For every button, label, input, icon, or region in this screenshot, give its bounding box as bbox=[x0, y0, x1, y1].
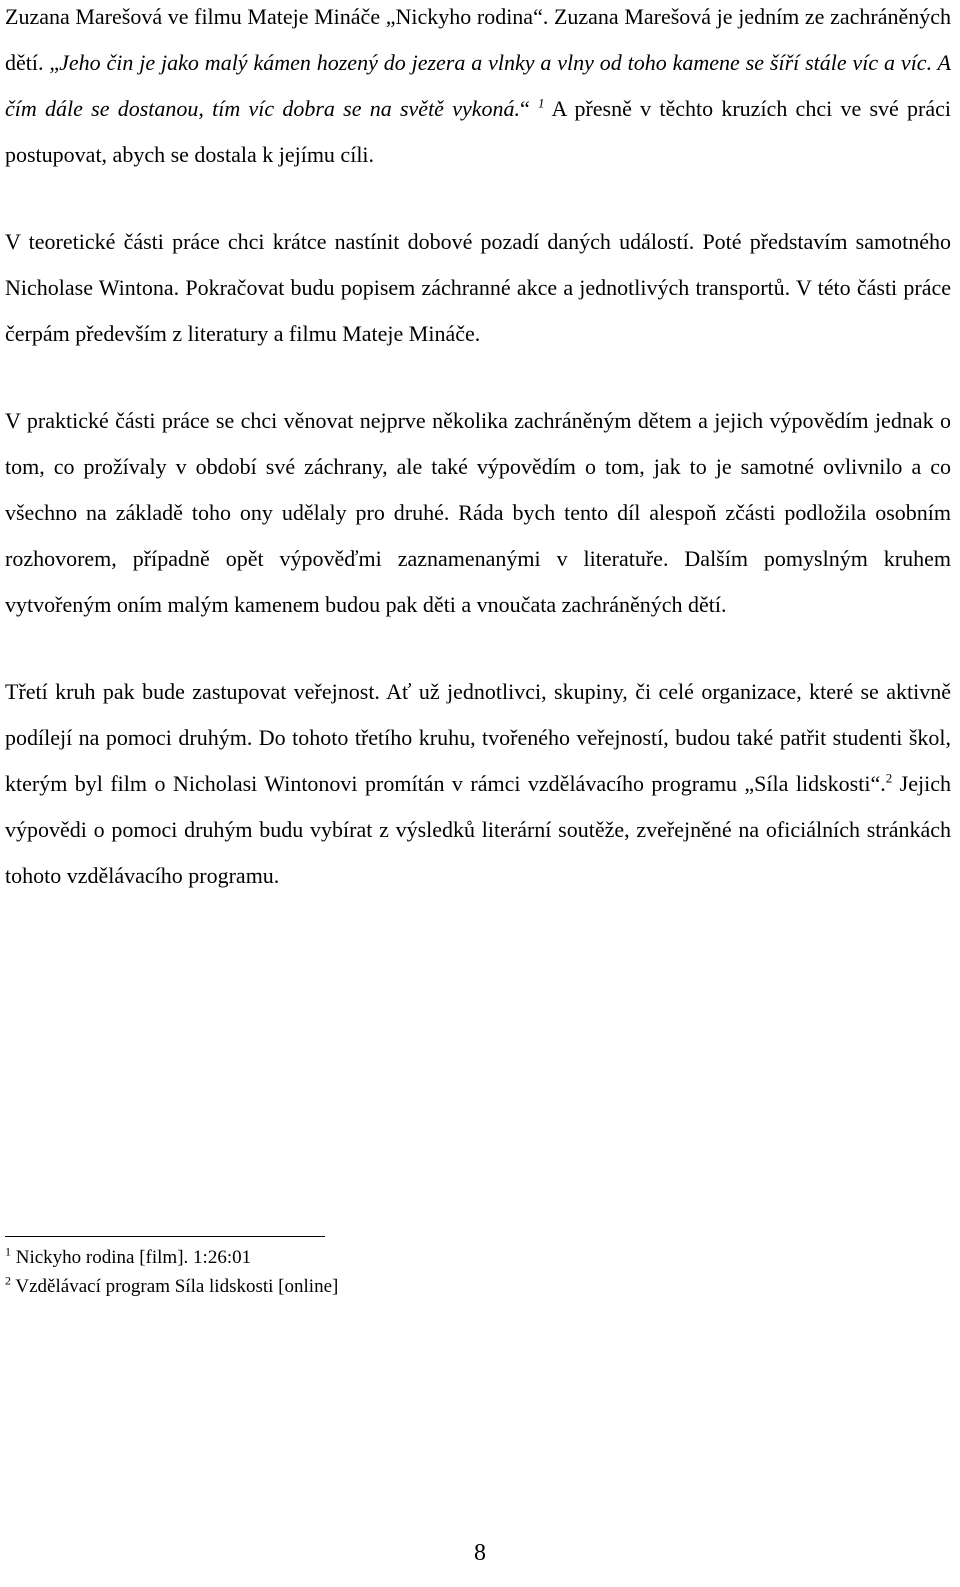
paragraph-text: Třetí kruh pak bude zastupovat veřejnost. Ať už jednotlivci, skupiny, či celé organizace, které se aktivně podílejí na pomoci druhým. Do tohoto třetího kruhu, tvořeného veřejností, budou také patřit studenti škol, kterým byl film o Nicholasi Wintonovi promítán v rámci vzdělávacího programu „Síla lidskosti“. bbox=[5, 679, 951, 796]
footnote-separator bbox=[5, 1236, 325, 1237]
paragraph-text: Zuzana Marešová ve filmu Mateje Mináče „Nickyho rodina“. Zuzana Marešová je jedním ze zachráněných dětí. „ bbox=[5, 4, 951, 75]
quote-text: Jeho čin je jako malý kámen hozený do jezera a vlnky a vlny od toho kamene se šíří stále víc a víc. A čím dále se dostanou, tím víc dobra se na světě vykoná. bbox=[5, 50, 951, 121]
paragraph-third-circle bbox=[5, 669, 951, 899]
footnote-ref-2[interactable]: 2 bbox=[885, 770, 893, 786]
paragraph-text: A přesně v těchto kruzích chci ve své práci postupovat, abych se dostala k jejímu cíli. bbox=[5, 96, 951, 167]
page-number: 8 bbox=[474, 1540, 486, 1566]
footnotes bbox=[5, 1236, 951, 1301]
paragraph-text: Jejich výpovědi o pomoci druhým budu vybírat z výsledků literární soutěže, zveřejněné na oficiálních stránkách tohoto vzdělávacího programu. bbox=[5, 771, 951, 888]
footnote-number: 1 bbox=[5, 1244, 11, 1259]
paragraph-practice: V praktické části práce se chci věnovat nejprve několika zachráněným dětem a jejich výpovědím jednak o tom, co prožívaly v období své záchrany, ale také výpovědím o tom, jak to je samotné ovlivnilo a co všechno na základě toho ony udělaly pro druhé. Ráda bych tento díl alespoň zčásti podložila osobním rozhovorem, případně opět výpověďmi zaznamenanými v literatuře. Dalším pomyslným kruhem vytvořeným oním malým kamenem budou pak děti a vnoučata zachráněných dětí. bbox=[5, 408, 951, 617]
paragraph-intro bbox=[5, 0, 951, 178]
document-page bbox=[5, 0, 951, 899]
footnote-2 bbox=[5, 1272, 951, 1301]
footnote-number: 2 bbox=[5, 1273, 11, 1288]
paragraph-theory: V teoretické části práce chci krátce nastínit dobové pozadí daných událostí. Poté představím samotného Nicholase Wintona. Pokračovat budu popisem záchranné akce a jednotlivých transportů. V této části práce čerpám především z literatury a filmu Mateje Mináče. bbox=[5, 229, 951, 346]
footnote-1 bbox=[5, 1243, 951, 1272]
quote-close: “ bbox=[519, 96, 538, 121]
footnote-text: Nickyho rodina [film]. 1:26:01 bbox=[11, 1247, 252, 1268]
footnote-text: Vzdělávací program Síla lidskosti [online] bbox=[11, 1276, 339, 1297]
footnote-ref-1[interactable]: 1 bbox=[538, 95, 545, 111]
